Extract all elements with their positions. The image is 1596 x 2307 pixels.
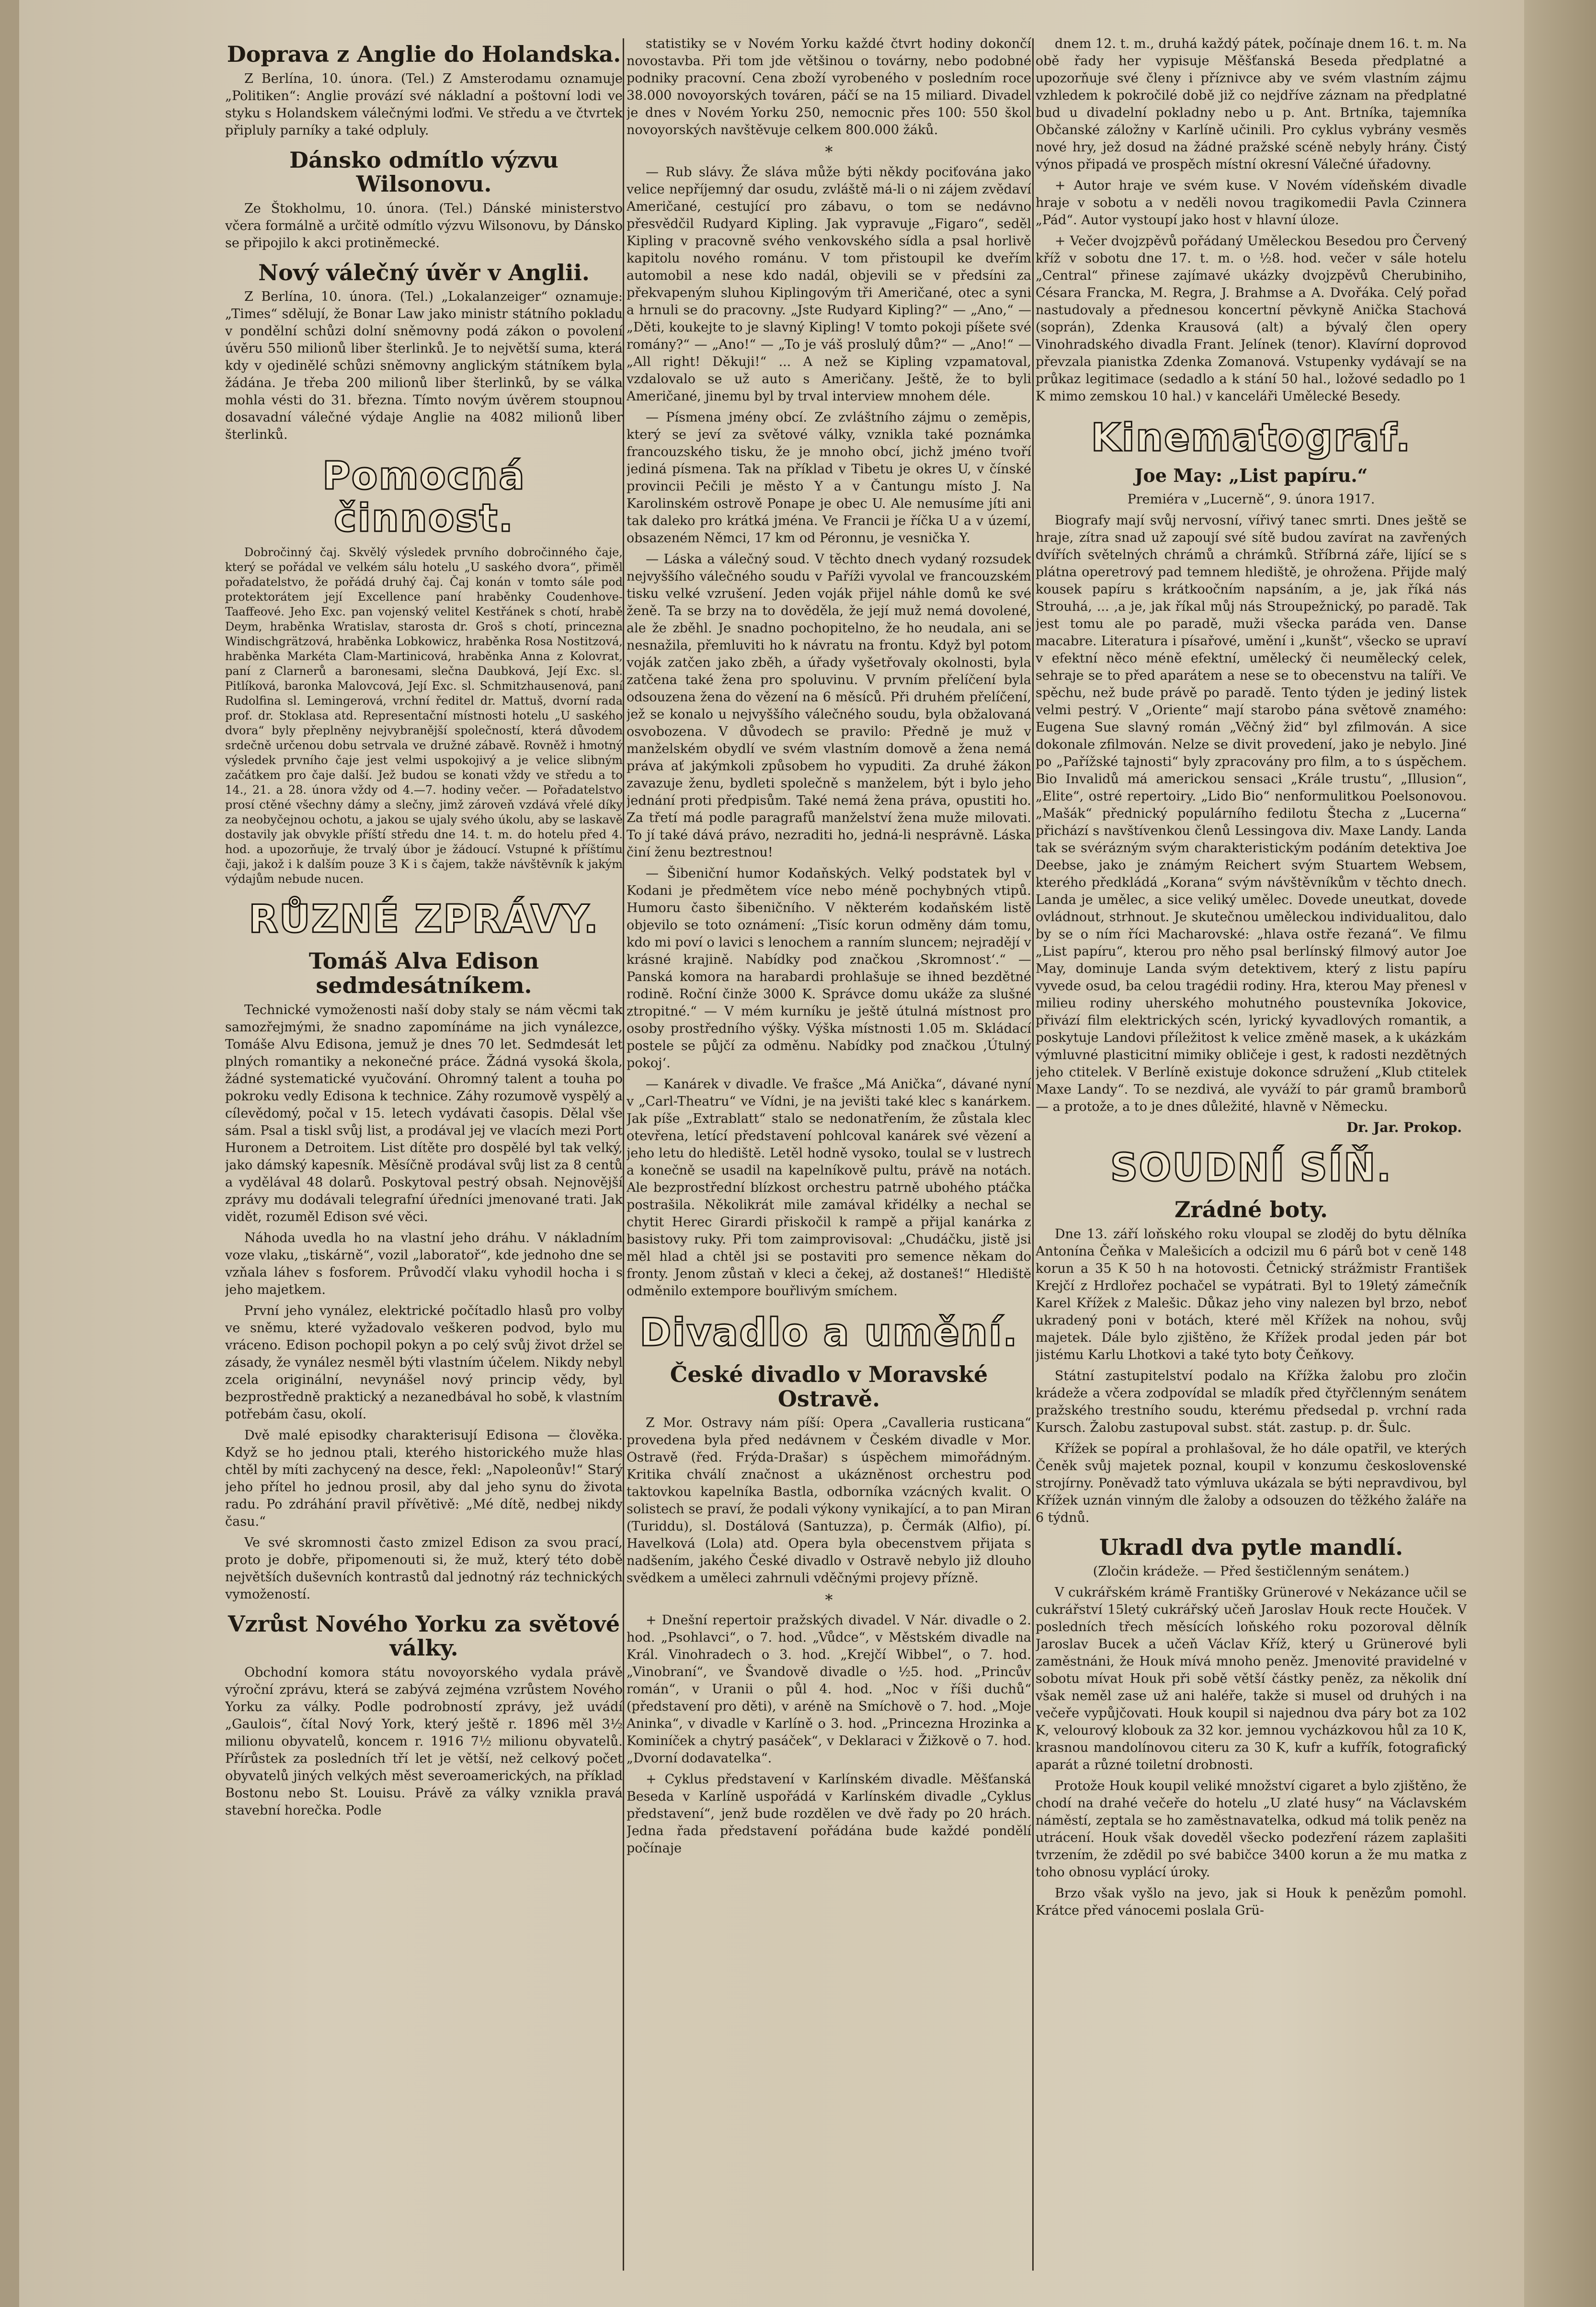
article-paragraph: + Cyklus představení v Karlínském divadle. Měšťanská Beseda v Karlíně uspořádá v Karlínském divadle „Cyklus představení“, jenž bude rozdělen ve dvě řady po 20 hrách. Jedna řada představení pořádána bude každé pondělí počínaje bbox=[627, 1772, 1031, 1856]
headline-dansko: Dánsko odmítlo výzvu Wilsonovu. bbox=[289, 147, 559, 197]
article-paragraph: Biografy mají svůj nervosní, vířivý tanec smrti. Dnes ještě se hraje, zítra snad už zapoují své sítě budou zavírat na zavřených dvířích světelných chrámů a chrámků. Stříbrná záře, lijící se s plátna operetrový pad temnem hlediště, je ohrožena. Přijde malý kousek papíru s krátkoočním napsáním, a je, jak říká nás Strouhá, ... ,a je, jak říkal můj nás Stroupežnický, po paradě. Tak jest tomu ale po paradě, muži všecka paráda ven. Danse macabre. Literatura i písařové, umění i „kunšt“, všecko se upraví v efektní něco méně efektní, umělecký či neumělecký celek, sehraje se to před aparátem a nese se to obecenstvu na talíři. Ve spěchu, než bude právě po paradě. Tento týden je jediný listek velmi pestrý. V „Oriente“ mají starobo pána světově znamého: Eugena Sue slavný román „Věčný žid“ byl zfilmován. A sice dokonale zfilmován. Nelze se divit provedení, jako je nebylo. Jiné po „Pařížské tajnosti“ byly zpracovány pro film, a to s úspěchem. Bio Invalidů má americkou sensaci „Krále trustu“, „Illusion“, „Elite“, ostré repertoiry. „Lido Bio“ nenformulitkou Poelsonovou. „Mašák“ přednický populárního fedilotu Štecha z „Lucerna“ přichází s navštívenkou členů Lessingova div. Maxe Landy. Landa tak se svérázným svým charakteristickým podáním detektiva Joe Deebse, jako je známým Reichert svým Stuartem Websem, kterého předkládá „Korana“ svým návštěvníkům v těchto dnech. Landa je umělec, a sice veliký umělec. Dovede uneutkat, dovede ovládnout, strhnout. Je skutečnou uměleckou individualitou, dalo by se o ním říci Macharovské: „hlava ostře řezaná“. Ve filmu „List papíru“, kterou pro něho psal berlínský filmový autor Joe May, dominuje Landa svým detektivem, který z listu papíru vyvede osud, ba celou tragédii rodiny. Hra, kterou May přenesl v milieu rodiny uherského mohutného poustevníka Jokovice, přivází film elektrických scén, lyrický kyvadlových romantik, a poskytuje Landovi příležitost k velice změně masek, a k ukázkám výmluvné plasticitní mimiky obličeje i gest, k radosti nezdětných jeho ctitelek. V Berlíně existuje dokonce sdružení „Klub ctitelek Maxe Landy“. To se nezdivá, ale vyváží to pár gramů bramborů — a protože, a to je dnes důležité, hlavně v Německu. bbox=[1036, 513, 1467, 1114]
column-rule bbox=[1032, 38, 1034, 2271]
page-edge-left bbox=[0, 0, 19, 2307]
article-paragraph: dnem 12. t. m., druhá každý pátek, počínaje dnem 16. t. m. Na obě řady her vypisuje Měšťanská Beseda předplatné a upozorňuje své členy i příznivce aby ve svém vlastním zájmu vzhledem k pokročilé době již co nejdříve záznam na předplatné bud u divadelní pokladny nebo u p. Ant. Brtníka, tajemníka Občanské záložny v Karlíně učinili. Pro cyklus vybrány vesměs nové hry, jež dosud na žádné pražské scéně nebyly hrány. Čistý výnos připadá ve prospěch místní okresní Válečné úřadovny. bbox=[1036, 36, 1467, 172]
headline-ceske-divadlo: České divadlo v Moravské Ostravě. bbox=[670, 1361, 988, 1412]
article-paragraph: V cukrářském krámě Františky Grünerové v Nekázance učil se cukrářství 15letý cukrářský učeň Jaroslav Houk recte Houček. V posledních třech měsících loňského roku pozoroval dělník Jaroslav Bucek a učeň Václav Kříž, který u Grünerové byli zaměstnáni, že Houk mívá mnoho peněz. Jmenovité pravidelné v sobotu mívat Houk při sobě větší částky peněz, za několik dní však neměl zase už ani haléře, takže si musel od druhých i na večeře vypůjčovati. Houk koupil si najednou dva páry bot za 102 K, velourový klobouk za 32 kor. jemnou vycházkovou hůl za 10 K, krasnou mandolínovou citeru za 30 K, kufr a kufřík, fotografický aparát a různé toiletní drobnosti. bbox=[1036, 1585, 1467, 1773]
article-paragraph: Z Berlína, 10. února. (Tel.) Z Amsterodamu oznamuje „Politiken“: Anglie provází své nákladní a poštovní lodi ve styku s Holandskem válečnými loďmi. Ve středu a ve čtvrtek připluly parníky a také odpluly. bbox=[225, 71, 623, 138]
column-rule bbox=[623, 38, 624, 2271]
section-banner-ruzne-zpravy: RŮZNÉ ZPRÁVY. bbox=[249, 897, 599, 942]
author-signature: Dr. Jar. Prokop. bbox=[1346, 1119, 1462, 1135]
article-paragraph: Náhoda uvedla ho na vlastní jeho dráhu. V nákladním voze vlaku, „tiskárně“, vozil „laboratoř“, kde jednoho dne se vzňala láhev s fosforem. Průvodčí vlaku vyhodil hocha i s jeho majetkem. bbox=[225, 1230, 623, 1297]
article-paragraph: Státní zastupitelství podalo na Křížka žalobu pro zločin krádeže a včera zodpovídal se mladík před čtyřčlenným senátem pražského trestního soudu, kterému předsedal p. vrchní rada Kursch. Žalobu zastupoval subst. stát. zastup. p. dr. Šulc. bbox=[1036, 1368, 1467, 1435]
article-paragraph: Z Mor. Ostravy nám píší: Opera „Cavalleria rusticana“ provedena byla před nedávnem v Českém divadle v Mor. Ostravě (řed. Frýda-Drašar) s úspěchem mimořádným. Kritika chválí značnost a ukázněnost orchestru pod taktovkou kapelníka Bastla, odborníka vzácných kvalit. O solistech se praví, že podali výkony vynikající, a to pan Miran (Turiddu), sl. Dostálová (Santuzza), p. Čermák (Alfio), pí. Havelková (Lola) atd. Opera byla obecenstvem přijata s nadšením, jakého České divadlo v Ostravě nebylo již dlouho svědkem a uměleci zahrnuli vděčnými projevy přízně. bbox=[627, 1416, 1031, 1586]
headline-edison: Tomáš Alva Edison sedmdesátníkem. bbox=[308, 948, 539, 998]
section-banner-soudni-sin: SOUDNÍ SÍŇ. bbox=[1110, 1145, 1392, 1190]
article-paragraph: — Rub slávy. Že sláva může býti někdy pociťována jako velice nepříjemný dar osudu, zvláště má-li o ni zájem zvědaví Američané, cestující pro zábavu, o tom se nedávno přesvědčil Rudyard Kipling. Jak vypravuje „Figaro“, seděl Kipling v pracovně svého venkovského sídla a psal horlivě kapitolu nového románu. V tom přistoupil ke dveřím automobil a nese kdo nadál, objevili se v předsíni za překvapeným sluhou Kiplingovým tři Američané, otec a syni a hrnuli se do pracovny. „Jste Rudyard Kipling?“ — „Ano,“ — „Děti, koukejte to je slavný Kipling! V tomto pokoji píšete své romány?“ — „Ano!“ — „To je váš proslulý dům?“ — „Ano!“ — „All right! Děkuji!“ ... A než se Kipling vzpamatoval, vzdalovalo se už auto s Američany. Ještě, že to byli Američané, jinemu byl by trval interview mnohem déle. bbox=[627, 165, 1031, 404]
page-edge-right bbox=[1524, 0, 1596, 2307]
headline-zradne-boty: Zrádné boty. bbox=[1174, 1197, 1328, 1222]
section-separator-star: * bbox=[825, 143, 833, 161]
article-paragraph: Dne 13. září loňského roku vloupal se zloděj do bytu dělníka Antonína Čeňka v Malešicích a odcizil mu 6 párů bot v ceně 148 korun a 35 K 50 h na hotovosti. Četnický strážmistr František Krejčí z Hrdlořez pochačel se vypátrati. Byl to 19letý zámečník Karel Křížek z Malešic. Důkaz jeho viny nalezen byl brzo, neboť ukradený poni v botách, které měl Křížek na nohou, svůj majetek. Dále bylo zjištěno, že Křížek prodal jeden pár bot jistému Karlu Lhotkovi a také tyto boty Čeňkovy. bbox=[1036, 1226, 1467, 1362]
premiere-line: Premiéra v „Lucerně“, 9. února 1917. bbox=[1127, 492, 1375, 507]
article-paragraph: První jeho vynález, elektrické počítadlo hlasů pro volby ve sněmu, které vyžadovalo veškeren podvod, bylo mu vráceno. Edison pochopil pokyn a po celý svůj život držel se zásady, že vynález nesměl býti vlastním účelem. Nikdy nebyl zcela originální, nevynášel nový princip vědy, byl bezprostředně praktický a nezanedbával ho sobě, k vlastním potřebám času, okolí. bbox=[225, 1303, 623, 1422]
article-paragraph: Ze Štokholmu, 10. února. (Tel.) Dánské ministerstvo včera formálně a určitě odmítlo výzvu Wilsonovu, by Dánsko se připojilo k akci protiněmecké. bbox=[225, 201, 623, 251]
article-paragraph: + Večer dvojzpěvů pořádaný Uměleckou Besedou pro Červený kříž v sobotu dne 17. t. m. o ½8. hod. večer v sále hotelu „Central“ přinese zajímavé ukázky dvojzpěvů Cherubiniho, Césara Francka, M. Regra, J. Brahmse a A. Dvořáka. Celý pořad nastudovaly a přednesou koncertní pěvkyně Anička Stachová (soprán), Zdenka Krausová (alt) a bývalý člen opery Vinohradského divadla Frant. Jelínek (tenor). Klavírní doprovod převzala pianistka Zdenka Zomanová. Vstupenky vydávají se na průkaz legitimace (sedadlo a k stání 50 hal., ložové sedadlo po 1 K mimo zemskou 10 hal.) v kanceláři Umělecké Besedy. bbox=[1036, 234, 1467, 404]
column-1 bbox=[225, 34, 623, 2285]
article-paragraph: Dvě malé episodky charakterisují Edisona — člověka. Když se ho jednou ptali, kterého historického muže hlas chtěl by míti zachycený na desce, řekl: „Napoleonův!“ Starý jeho přítel ho jednou prosil, aby dal jeho synu do života radu. Po zdráhání pravil přívětivě: „Mé dítě, nedbej nikdy času.“ bbox=[225, 1428, 623, 1529]
article-paragraph: Brzo však vyšlo na jevo, jak si Houk k penězům pomohl. Krátce před vánocemi poslala Grü- bbox=[1036, 1886, 1467, 1919]
article-paragraph: — Kanárek v divadle. Ve frašce „Má Anička“, dávané nyní v „Carl-Theatru“ ve Vídni, je na jevišti také klec s kanárkem. Jak píše „Extrablatt“ stalo se nedonatřením, že zůstala klec otevřena, letící představení pohlcoval kanárek své vězení a jeho letu do hlediště. Letěl hodně vysoko, toulal se v lustrech a konečně se usadil na kapelníkově pultu, právě na notách. Ale bezprostřední blízkost orchestru patrně ubohého ptáčka postrašila. Několikrát mile zamával křidélky a nechal se chytit Herec Girardi přiskočil k rampě a přijal kanárka z basistovy ruky. Při tom zaimprovisoval: „Chudáčku, jistě jsi měl hlad a chtěl jsi se postaviti pro semence někam do fronty. Jenom zůstaň v kleci a čekej, až dostaneš!“ Hlediště odměnilo extempore bouřlivým smíchem. bbox=[627, 1077, 1031, 1299]
section-banner-pomocna-cinnost: Pomocná činnost. bbox=[322, 454, 526, 541]
headline-mandle: Ukradl dva pytle mandlí. bbox=[1099, 1534, 1403, 1560]
article-paragraph: Ve své skromnosti často zmizel Edison za svou prací, proto je dobře, připomenouti si, že muž, který této době největších duševních kontrastů dal jednotný ráz technických vymožeností. bbox=[225, 1535, 623, 1602]
article-paragraph: Obchodní komora státu novoyorského vydala právě výroční zprávu, která se zabývá zejména vzrůstem Nového Yorku za války. Podle podrobností zprávy, jež uvádí „Gaulois“, čítal Nový York, který ještě r. 1896 měl 3½ milionu obyvatelů, koncem r. 1916 7½ milionu obyvatelů. Přírůstek za posledních tří let je větší, než celkový počet obyvatelů jiných velkých měst severoamerických, na příklad Bostonu nebo St. Louisu. Právě za války vznikla pravá stavební horečka. Podle bbox=[225, 1665, 623, 1818]
article-paragraph: Křížek se popíral a prohlašoval, že ho dále opatřil, ve kterých Čeněk svůj majetek poznal, koupil v konzumu československé strojírny. Poněvadž tato výmluva ukázala se býti nepravdivou, byl Křížek uznán vinným dle žaloby a odsouzen do těžkého žaláře na 6 týdnů. bbox=[1036, 1441, 1467, 1525]
article-paragraph: — Láska a válečný soud. V těchto dnech vydaný rozsudek nejvyššího válečného soudu v Paříži vyvolal ve francouzském tisku velké vzrušení. Jeden voják přijel náhle domů ke své ženě. Ta se brzy na to dověděla, že její muž nemá dovolené, ale že zběhl. Je snadno pochopitelno, že ho neudala, ani se nesnažila, přemluviti ho k návratu na frontu. Když byl potom voják zatčen jako zběh, a úřady vyšetřovaly okolnosti, byla zatčena také žena pro spoluvinu. V prvním přelíčení byla odsouzena žena do vězení na 6 měsíců. Při druhém přelíčení, jež se konalo u nejvyššího válečného soudu, byla obžalovaná osvobozena. V důvodech se pravilo: Předně je muž v manželském obydlí ve svém vlastním domově a žena nemá práva ať jakýmkoli způsobem ho vypuditi. Za druhé žákon zavazuje ženu, bydleti společně s manželem, být i bylo jeho jednání proti předpisům. Také nemá žena práva, opustiti ho. Za třetí má podle paragrafů manželství žena muže milovati. To jí také dává právo, nezraditi ho, jedná-li nesprávně. Láska činí ženu beztrestnou! bbox=[627, 552, 1031, 860]
article-paragraph: statistiky se v Novém Yorku každé čtvrt hodiny dokončí novostavba. Při tom jde většinou o továrny, nebo podobné podniky pracovní. Cena zboží vyrobeného v posledním roce 38.000 novoyorských továren, páčí se na 15 miliard. Divadel je dnes v Novém Yorku 250, nemocnic přes 100: 550 škol novoyorských navštěvuje celkem 800.000 žáků. bbox=[627, 36, 1031, 137]
section-banner-divadlo: Divadlo a umění. bbox=[639, 1310, 1018, 1355]
article-paragraph: + Autor hraje ve svém kuse. V Novém vídeňském divadle hraje v sobotu a v neděli novou tragikomedii Pavla Czinnera „Pád“. Autor vystoupí jako host v hlavní úloze. bbox=[1036, 178, 1467, 228]
column-3 bbox=[1036, 34, 1467, 2285]
subheadline-zlocin: (Zločin krádeže. — Před šestičlenným senátem.) bbox=[1093, 1564, 1410, 1579]
article-paragraph: Z Berlína, 10. února. (Tel.) „Lokalanzeiger“ oznamuje: „Times“ sdělují, že Bonar Law jako ministr státního pokladu v pondělní schůzi dolní sněmovny podá zákon o povolení úvěru 550 milionů liber šterlinků. Je to největší suma, která kdy v ojedinělé schůzi sněmovny anglickým státníkem byla žádána. Je třeba 200 milionů liber šterlinků, by se válka mohla vésti do 31. března. Tímto novým úvěrem stoupnou dosavadní válečné výdaje Anglie na 4082 milionů liber šterlinků. bbox=[225, 289, 623, 443]
section-banner-kinematograf: Kinematograf. bbox=[1091, 415, 1412, 460]
headline-list-papiru: Joe May: „List papíru.“ bbox=[1134, 465, 1368, 486]
article-paragraph: — Písmena jmény obcí. Ze zvláštního zájmu o zeměpis, který se jeví za světové války, vznikla také poznámka francouzského tisku, že je mnoho obcí, jichž jméno tvoří jediná písmena. Tak na příklad v Tibetu je okres U, v čínské provincii Pečili je město Y a v Čantungu místo J. Na Karolinském ostrově Ponape je obec U. Ale nemusíme jíti ani tak daleko pro krátká jména. Ve Francii je říčka U a v území, obsazeném Němci, 17 km od Péronnu, je vesnička Y. bbox=[627, 410, 1031, 546]
headline-uver: Nový válečný úvěr v Anglii. bbox=[258, 259, 590, 286]
column-2 bbox=[627, 34, 1031, 2285]
article-paragraph: Technické vymoženosti naší doby staly se nám věcmi tak samozřejmými, že snadno zapomínáme na jich vynálezce, Tomáše Alvu Edisona, jemuž je dnes 70 let. Sedmdesát let plných romantiky a nekonečné práce. Žádná vysoká škola, žádné systematické vyučování. Ohromný talent a touha po pokroku vedly Edisona k technice. Záhy rozumově vyspělý a cílevědomý, počal v 15. letech vydávati časopis. Dělal vše sám. Psal a tiskl svůj list, a prodával jej ve vlacích mezi Port Huronem a Detroitem. List dítěte pro dospělé byl tak velký, jako dámský kapesník. Měsíčně prodával svůj list za 8 centů a vydělával 48 dolarů. Poskytoval pestrý obsah. Nejnovější zprávy mu dodávali telegrafní úředníci jmenované trati. Jak vidět, rozuměl Edison své věci. bbox=[225, 1002, 623, 1224]
article-paragraph: Dobročinný čaj. Skvělý výsledek prvního dobročinného čaje, který se pořádal ve velkém sálu hotelu „U saského dvora“, přiměl pořadatelstvo, že pořádá druhý čaj. Čaj konán v tomto sále pod protektorátem její Excellence paní hraběnky Coudenhove-Taaffeové. Jeho Exc. pan vojenský velitel Kestřánek s chotí, hrabě Deym, hraběnka Wratislav, starosta dr. Groš s chotí, princezna Windischgrätzová, hraběnka Lobkowicz, hraběnka Rosa Nostitzová, hraběnka Markéta Clam-Martinicová, hraběnka Anna z Kolovrat, paní z Clarnerů a baronesami, slečna Daubková, Její Exc. sl. Pitlíková, baronka Malovcová, Její Exc. sl. Schmitzhausenová, paní Rudolfina sl. Lemingerová, vrchní ředitel dr. Mattuš, dvorní rada prof. dr. Stoklasa atd. Representační místnosti hotelu „U saského dvora“ byly přeplněny nejvybranější společností, která důvodem srdečně určenou dobu setrvala ve družné zábavě. Rovněž i hmotný výsledek prvního čaje jest velmi uspokojivý a je velice slibným začátkem pro čaje další. Jež budou se konati vždy ve středu a to 14., 21. a 28. února vždy od 4.—7. hodiny večer. — Pořadatelstvo prosí ctěné všechny dámy a slečny, jimž zároveň vzdává vřelé díky za neobyčejnou ochotu, a jakou se ujaly svého úkolu, aby se laskavě dostavily jak obvykle příští středu dne 14. t. m. do hotelu před 4. hod. a upozorňuje, že trvalý úbor je žádoucí. Vstupné k příštímu čaji, jakož i k dalším pouze 3 K i s čajem, takže návštěvník k jakým výdajům nebude nucen. bbox=[225, 546, 623, 886]
headline-doprava: Doprava z Anglie do Holandska. bbox=[227, 41, 621, 67]
section-separator-star: * bbox=[825, 1591, 833, 1610]
article-paragraph: — Šibeniční humor Kodaňských. Velký podstatek byl v Kodani je předmětem více nebo méně pochybných vtipů. Humoru často šibeničního. V některém kodaňském listě objevilo se toto oznámení: „Tisíc korun odměny dám tomu, kdo mi poví o lavici s lenochem a ranním sluncem; nejradějí v krásné krajině. Nabídky pod značkou ‚Skromnost‘.“ — Panská komora na harabardi prohlašuje se ihned bezdětné rodině. Roční činže 3000 K. Správce domu ukáže za slušné ztropitné.“ — V mém kurníku je ještě útulná místnost pro osoby prostředního výšky. Výška místnosti 1.05 m. Skládací postele se půjčí za odměnu. Nabídky pod značkou ‚Útulný pokoj‘. bbox=[627, 866, 1031, 1071]
headline-new-york: Vzrůst Nového Yorku za světové války. bbox=[228, 1610, 620, 1661]
article-paragraph: Protože Houk koupil veliké množství cigaret a bylo zjištěno, že chodí na drahé večeře do hotelu „U zlaté husy“ na Václavském náměstí, zeptala se ho zaměstnavatelka, odkud má tolik peněz na utrácení. Houk však doveděl všecko podezření rázem zaplašiti tvrzením, že zdědil po své babičce 3400 korun a že mu matka z toho obnosu vyplácí úroky. bbox=[1036, 1779, 1467, 1880]
article-paragraph: + Dnešní repertoir pražských divadel. V Nár. divadle o 2. hod. „Psohlavci“, o 7. hod. „Vůdce“, v Městském divadle na Král. Vinohradech o 3. hod. „Krejčí Wibbel“, o 7. hod. „Vinobraní“, ve Švandově divadle o ½5. hod. „Princův román“, v Uranii o půl 4. hod. „Noc v říši duchů“ (představení pro děti), v aréně na Smíchově o 7. hod. „Moje Aninka“, v divadle v Karlíně o 3. hod. „Princezna Hrozinka a Kominíček a chytrý pasáček“, v Deklaraci v Žižkově o 7. hod. „Dvorní dodavatelka“. bbox=[627, 1613, 1031, 1766]
